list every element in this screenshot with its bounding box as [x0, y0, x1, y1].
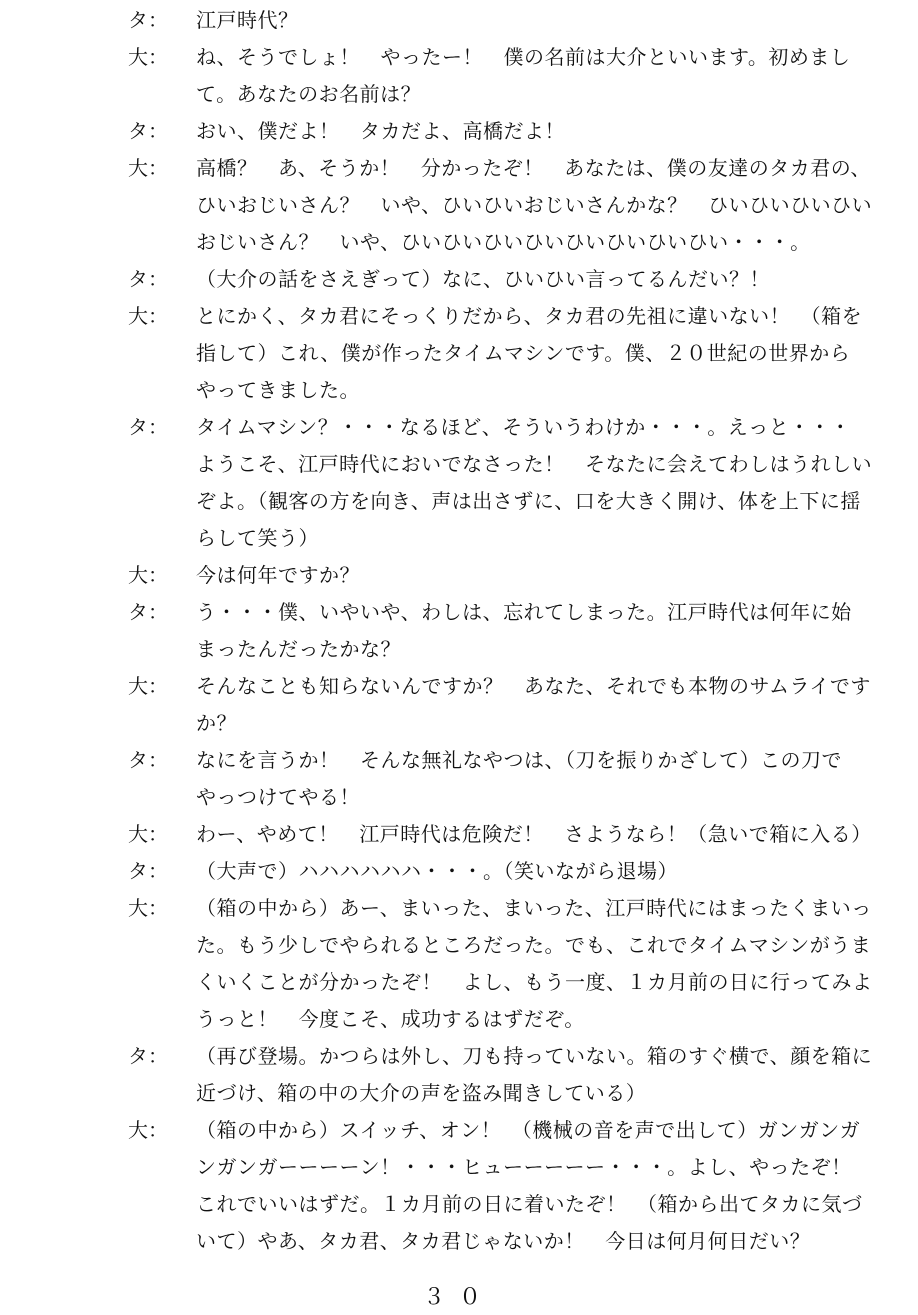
dialogue-text [196, 557, 908, 594]
dialogue-text [196, 816, 908, 853]
dialogue-line [0, 298, 918, 409]
dialogue-row: ンガンガーーーーン！・・・ヒューーーーー・・・。よし、やったぞ！ [196, 1155, 852, 1179]
dialogue-text [196, 594, 908, 668]
speaker-label: タ： [128, 600, 168, 624]
dialogue-row: 今は何年ですか？ [196, 563, 360, 587]
dialogue-line [0, 853, 918, 890]
speaker-label: 大： [128, 156, 168, 180]
dialogue-text [196, 261, 908, 298]
dialogue-text [196, 2, 908, 39]
speaker-label: タ： [128, 8, 168, 32]
speaker-label: 大： [128, 563, 168, 587]
dialogue-text [196, 39, 908, 113]
dialogue-line [0, 1112, 918, 1260]
speaker-label: タ： [128, 119, 168, 143]
dialogue-row: わー、やめて！ 江戸時代は危険だ！ さようなら！（急いで箱に入る） [196, 822, 872, 846]
dialogue-row: た。もう少しでやられるところだった。でも、これでタイムマシンがうま [196, 933, 872, 957]
dialogue-row: （箱の中から）スイッチ、オン！ （機械の音を声で出して）ガンガンガ [196, 1118, 861, 1142]
dialogue-text [196, 890, 908, 1038]
dialogue-text [196, 1038, 908, 1112]
speaker-label: タ： [128, 267, 168, 291]
dialogue-row: ひいおじいさん？ いや、ひいひいおじいさんかな？ ひいひいひいひい [196, 193, 873, 217]
speaker-label: タ： [128, 859, 168, 883]
dialogue-line [0, 742, 918, 816]
dialogue-line [0, 113, 918, 150]
dialogue-row: やってきました。 [196, 378, 360, 402]
dialogue-line [0, 409, 918, 557]
dialogue-row: うっと！ 今度こそ、成功するはずだぞ。 [196, 1007, 585, 1031]
dialogue-row: そんなことも知らないんですか？ あなた、それでも本物のサムライです [196, 674, 871, 698]
dialogue-line [0, 816, 918, 853]
speaker-label: タ： [128, 1044, 168, 1068]
dialogue-text [196, 1112, 908, 1260]
dialogue-row: （箱の中から）あー、まいった、まいった、江戸時代にはまったくまいっ [196, 896, 872, 920]
dialogue-row: ぞよ。（観客の方を向き、声は出さずに、口を大きく開け、体を上下に揺 [196, 489, 861, 513]
dialogue-text [196, 409, 908, 557]
dialogue-row: 近づけ、箱の中の大介の声を盗み聞きしている） [196, 1081, 647, 1105]
page-number: ３０ [422, 1285, 495, 1310]
dialogue-row: て。あなたのお名前は？ [196, 82, 422, 106]
dialogue-text [196, 113, 908, 150]
dialogue-line [0, 150, 918, 261]
dialogue-row: くいくことが分かったぞ！ よし、もう一度、１カ月前の日に行ってみよ [196, 970, 873, 994]
dialogue-row: らして笑う） [196, 526, 319, 550]
speaker-label: タ： [128, 415, 168, 439]
speaker-label: 大： [128, 304, 168, 328]
dialogue-row: ようこそ、江戸時代においでなさった！ そなたに会えてわしはうれしい [196, 452, 873, 476]
speaker-label: 大： [128, 822, 168, 846]
dialogue-row: ね、そうでしょ！ やったー！ 僕の名前は大介といいます。初めまし [196, 45, 851, 69]
dialogue-line [0, 668, 918, 742]
dialogue-row: 江戸時代？ [196, 8, 299, 32]
dialogue-line [0, 557, 918, 594]
dialogue-line [0, 261, 918, 298]
speaker-label: 大： [128, 896, 168, 920]
dialogue-row: とにかく、タカ君にそっくりだから、タカ君の先祖に違いない！ （箱を [196, 304, 863, 328]
dialogue-row: 指して）これ、僕が作ったタイムマシンです。僕、２０世紀の世界から [196, 341, 851, 365]
speaker-label: 大： [128, 674, 168, 698]
dialogue-row: 高橋？ あ、そうか！ 分かったぞ！ あなたは、僕の友達のタカ君の、 [196, 156, 871, 180]
dialogue-line [0, 1038, 918, 1112]
speaker-label: 大： [128, 45, 168, 69]
dialogue-row: おじいさん？ いや、ひいひいひいひいひいひいひいひい・・・。 [196, 230, 811, 254]
dialogue-row: やっつけてやる！ [196, 785, 360, 809]
dialogue-text [196, 742, 908, 816]
dialogue-row: か？ [196, 711, 237, 735]
dialogue-row: タイムマシン？・・・なるほど、そういうわけか・・・。えっと・・・ [196, 415, 851, 439]
dialogue-line [0, 2, 918, 39]
speaker-label: 大： [128, 1118, 168, 1142]
dialogue-row: いて）やあ、タカ君、タカ君じゃないか！ 今日は何月何日だい？ [196, 1229, 811, 1253]
speaker-label: タ： [128, 748, 168, 772]
dialogue-row: （大声で）ハハハハハハ・・・。（笑いながら退場） [196, 859, 678, 883]
dialogue-row: なにを言うか！ そんな無礼なやつは、（刀を振りかざして）この刀で [196, 748, 842, 772]
dialogue-text [196, 150, 908, 261]
dialogue-row: う・・・僕、いやいや、わしは、忘れてしまった。江戸時代は何年に始 [196, 600, 852, 624]
dialogue-row: （大介の話をさえぎって）なに、ひいひい言ってるんだい？！ [196, 267, 770, 291]
dialogue-line [0, 890, 918, 1038]
dialogue-text [196, 298, 908, 409]
dialogue-line [0, 39, 918, 113]
dialogue-line [0, 594, 918, 668]
dialogue-text [196, 668, 908, 742]
dialogue-row: まったんだったかな？ [196, 637, 401, 661]
dialogue-row: これでいいはずだ。１カ月前の日に着いたぞ！ （箱から出てタカに気づ [196, 1192, 863, 1216]
script-body [0, 2, 918, 1260]
dialogue-row: おい、僕だよ！ タカだよ、高橋だよ！ [196, 119, 565, 143]
dialogue-row: （再び登場。かつらは外し、刀も持っていない。箱のすぐ横で、顔を箱に [196, 1044, 873, 1068]
dialogue-text [196, 853, 908, 890]
